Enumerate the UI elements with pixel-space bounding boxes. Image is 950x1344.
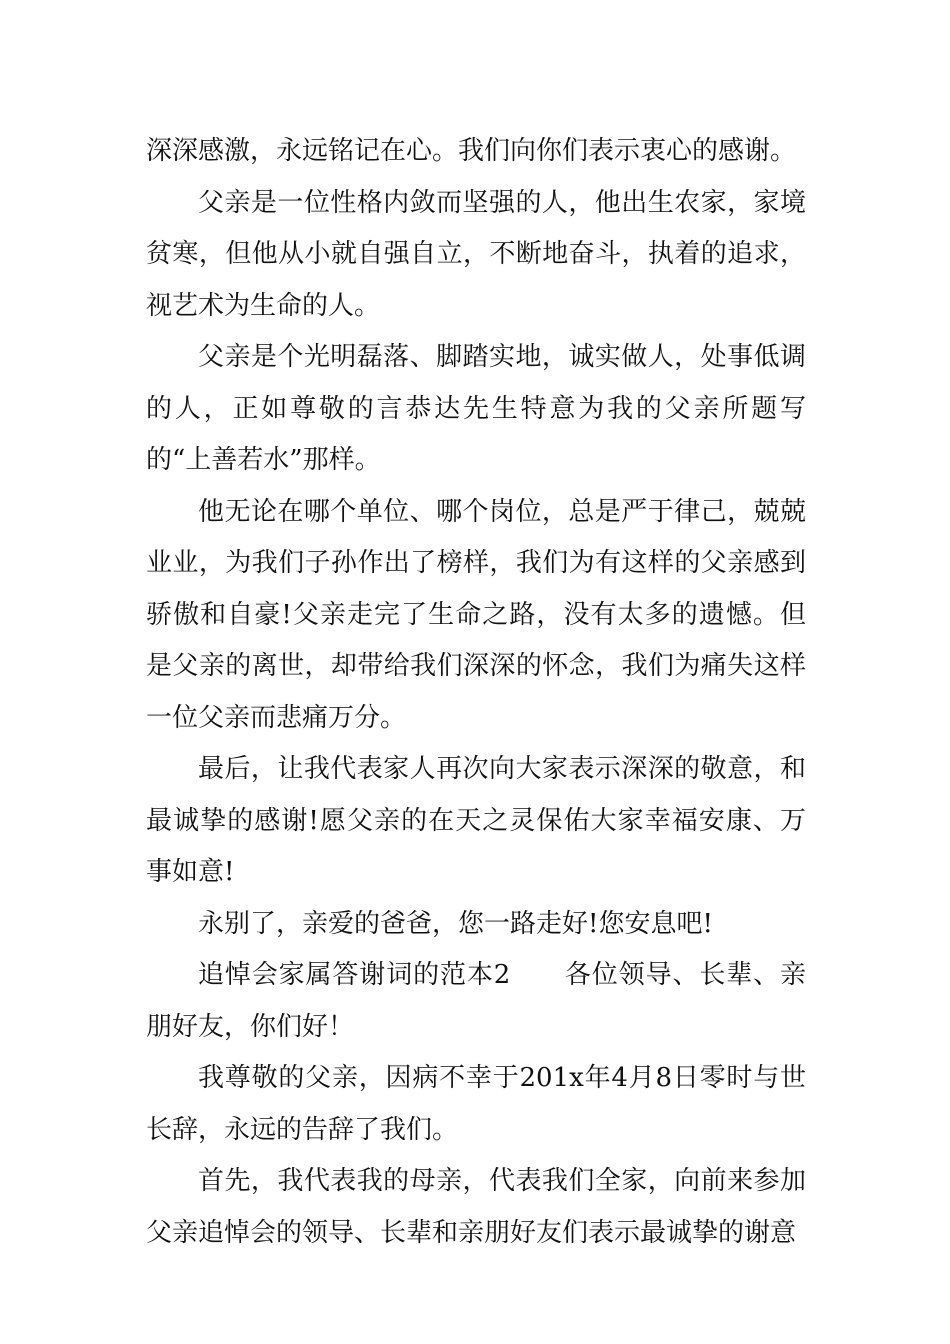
paragraph-sample2-passing: 我尊敬的父亲，因病不幸于201x年4月8日零时与世长辞，永远的告辞了我们。 <box>146 1063 806 1145</box>
paragraph-final-thanks: 最后，让我代表家人再次向大家表示深深的敬意，和最诚挚的感谢!愿父亲的在天之灵保佑大家幸福安康、万事如意! <box>146 754 806 887</box>
paragraph-sample2-greeting: 追悼会家属答谢词的范本2 各位领导、长辈、亲朋好友，你们好！ <box>146 960 806 1042</box>
paragraph-father-character: 父亲是一位性格内敛而坚强的人，他出生农家，家境贫寒，但他从小就自强自立，不断地奋斗，执着的追求，视艺术为生命的人。 <box>146 187 806 321</box>
paragraph-sample2-thanks: 首先，我代表我的母亲，代表我们全家，向前来参加父亲追悼会的领导、长辈和亲朋好友们表示最诚挚的谢意 <box>146 1166 806 1248</box>
paragraph-farewell: 永别了，亲爱的爸爸，您一路走好!您安息吧! <box>198 908 713 939</box>
paragraph-father-work: 他无论在哪个单位、哪个岗位，总是严于律己，兢兢业业，为我们子孙作出了榜样，我们为有这样的父亲感到骄傲和自豪!父亲走完了生命之路，没有太多的遗憾。但是父亲的离世，却带给我们深深的怀念，我们为痛失这样一位父亲而悲痛万分。 <box>146 496 806 733</box>
document-body <box>146 126 806 1259</box>
paragraph-continuation: 深深感激，永远铭记在心。我们向你们表示衷心的感谢。 <box>146 136 797 166</box>
paragraph-father-honesty: 父亲是个光明磊落、脚踏实地，诚实做人，处事低调的人，正如尊敬的言恭达先生特意为我的父亲所题写的“上善若水”那样。 <box>146 342 806 475</box>
